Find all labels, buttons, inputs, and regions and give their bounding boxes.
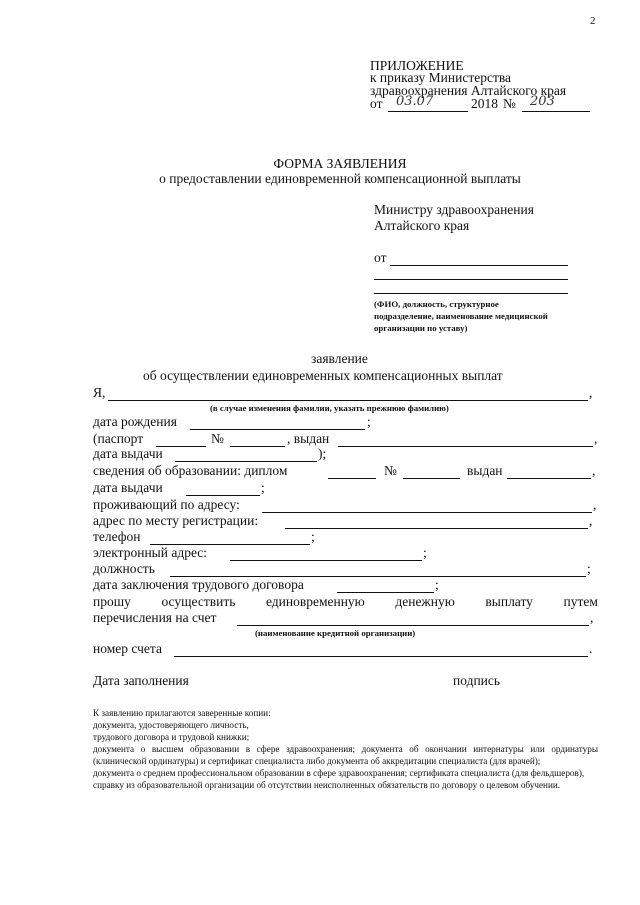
from-label: от (374, 250, 387, 265)
request-line (93, 594, 598, 610)
transfer-label: перечисления на счет (93, 610, 217, 625)
diploma-number-field[interactable] (403, 478, 460, 479)
position-label: должность (93, 561, 155, 576)
attachments-block (93, 707, 598, 791)
issue-date2-end: ; (261, 480, 265, 495)
appendix-number-sign: № (503, 96, 516, 111)
residence-field[interactable] (262, 512, 592, 513)
attachments-intro: К заявлению прилагаются заверенные копии: (93, 708, 271, 718)
diploma-series-field[interactable] (328, 478, 376, 479)
account-field[interactable] (174, 656, 588, 657)
passport-no-label: № (211, 431, 224, 446)
fullname-field[interactable] (108, 400, 588, 401)
account-label: номер счета (93, 641, 162, 656)
i-comma: , (589, 385, 593, 400)
request-word: путем (563, 594, 598, 609)
position-end: ; (587, 561, 591, 576)
attachment-item: трудового договора и трудовой книжки; (93, 732, 250, 742)
diploma-comma: , (592, 463, 596, 478)
appendix-line2: здравоохранения Алтайского края (370, 83, 567, 98)
passport-series-field[interactable] (156, 446, 206, 447)
passport-label: (паспорт (93, 431, 144, 446)
fullname-hint: (в случае изменения фамилии, указать прежнюю фамилию) (210, 403, 449, 413)
from-field-line2[interactable] (374, 279, 568, 280)
birth-date-field[interactable] (190, 429, 365, 430)
education-label: сведения об образовании: диплом (93, 463, 288, 478)
registration-label: адрес по месту регистрации: (93, 513, 259, 528)
issue-date-field[interactable] (175, 461, 317, 462)
account-period: . (589, 641, 593, 656)
email-label: электронный адрес: (93, 545, 208, 560)
appendix-date-prefix: от (370, 96, 383, 111)
appendix-year: 2018 (471, 96, 498, 111)
appendix-number-line (522, 111, 590, 112)
request-word: осуществить (161, 594, 236, 609)
appendix-date-handwritten: 03.07 (396, 94, 434, 109)
bank-hint: (наименование кредитной организации) (255, 628, 416, 638)
statement-subtitle: об осуществлении единовременных компенсационных выплат (143, 368, 503, 383)
appendix-number-handwritten: 203 (530, 94, 555, 109)
email-field[interactable] (230, 560, 422, 561)
contract-date-end: ; (435, 577, 439, 592)
request-word: единовременную (265, 594, 365, 609)
page-number: 2 (590, 15, 596, 27)
registration-comma: , (589, 513, 593, 528)
residence-label: проживающий по адресу: (93, 497, 240, 512)
phone-end: ; (311, 529, 315, 544)
issue-date2-label: дата выдачи (93, 480, 163, 495)
bank-field[interactable] (237, 625, 589, 626)
email-end: ; (423, 545, 427, 560)
attachment-item: документа о высшем образовании в сфере здравоохранения; документа об окончании интернатуры или ординатуры (клинической ординатуры) и сертификат специалиста либо документа об аккредитации специалиста (для врачей); (93, 744, 598, 766)
passport-issued-label: , выдан (287, 431, 330, 446)
diploma-issuer-field[interactable] (507, 478, 591, 479)
transfer-comma: , (590, 610, 594, 625)
birth-date-label: дата рождения (93, 414, 177, 429)
diploma-issued-label: выдан (467, 463, 503, 478)
issue-date-label: дата выдачи (93, 446, 163, 461)
attachment-item: справку из образовательной организации об отсутствии неисполненных обязательств по договору о целевом обучении. (93, 780, 561, 790)
phone-label: телефон (93, 529, 141, 544)
appendix-date-line (388, 111, 468, 112)
form-title: ФОРМА ЗАЯВЛЕНИЯ (273, 156, 407, 171)
attachment-item: документа, удостоверяющего личность, (93, 720, 249, 730)
statement-title: заявление (311, 351, 368, 366)
passport-comma: , (594, 431, 598, 446)
diploma-no-label: № (384, 463, 397, 478)
contract-date-field[interactable] (337, 592, 434, 593)
request-word: выплату (485, 594, 533, 609)
attachment-item: документа о среднем профессиональном образовании в сфере здравоохранения; сертификата специалиста (для фельдшеров), (93, 768, 585, 778)
issue-date2-field[interactable] (186, 495, 260, 496)
fill-date-label: Дата заполнения (93, 673, 189, 688)
addressee-hint-1: (ФИО, должность, структурное (374, 299, 499, 309)
addressee-line2: Алтайского края (374, 218, 470, 233)
from-field[interactable] (390, 265, 568, 266)
appendix-title: ПРИЛОЖЕНИЕ (370, 58, 464, 73)
passport-number-field[interactable] (230, 446, 285, 447)
addressee-hint-3: организации по уставу) (374, 323, 468, 333)
request-word: денежную (395, 594, 455, 609)
issue-date-end: ); (318, 446, 327, 461)
from-field-line3[interactable] (374, 293, 568, 294)
appendix-line1: к приказу Министерства (370, 70, 512, 85)
request-word: прошу (93, 594, 131, 609)
passport-issuer-field[interactable] (338, 446, 593, 447)
birth-date-end: ; (367, 414, 371, 429)
addressee-hint-2: подразделение, наименование медицинской (374, 311, 548, 321)
registration-field[interactable] (285, 528, 588, 529)
residence-comma: , (593, 497, 597, 512)
addressee-line1: Министру здравоохранения (374, 202, 534, 217)
form-subtitle: о предоставлении единовременной компенсационной выплаты (159, 171, 521, 186)
signature-label: подпись (453, 673, 501, 688)
i-label: Я, (93, 385, 106, 400)
contract-date-label: дата заключения трудового договора (93, 577, 304, 592)
